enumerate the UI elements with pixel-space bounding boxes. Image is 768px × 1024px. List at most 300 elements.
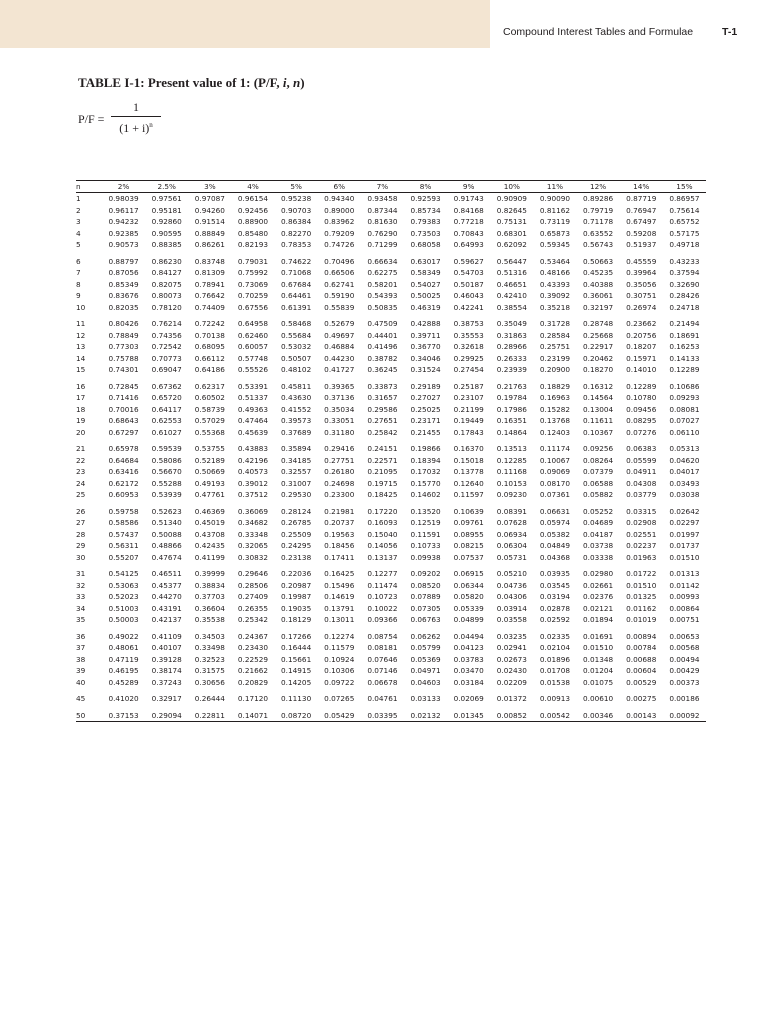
value-cell: 0.44270 (151, 592, 182, 602)
column-header-rate: 14% (620, 181, 663, 193)
value-cell: 0.03194 (539, 592, 571, 602)
value-cell: 0.53032 (281, 342, 312, 352)
value-cell: 0.80426 (108, 319, 139, 329)
value-cell: 0.78353 (281, 240, 312, 250)
column-header-rate: 12% (577, 181, 620, 193)
table-row (76, 654, 706, 666)
value-cell: 0.59627 (453, 256, 484, 266)
value-cell: 0.09761 (453, 518, 484, 528)
value-cell: 0.14071 (231, 705, 274, 722)
value-cell: 0.13791 (324, 603, 355, 613)
value-cell: 0.37689 (281, 427, 312, 437)
value-cell: 0.13520 (410, 506, 441, 516)
value-cell: 0.12519 (410, 518, 441, 528)
value-cell: 0.58586 (108, 518, 139, 528)
value-cell: 0.30751 (626, 291, 657, 301)
value-cell: 0.66506 (324, 268, 355, 278)
value-cell: 0.45289 (108, 677, 139, 687)
value-cell: 0.69047 (151, 365, 182, 375)
value-cell: 0.07146 (367, 666, 398, 676)
value-cell: 0.00688 (626, 654, 657, 664)
value-cell: 0.15770 (410, 478, 441, 488)
value-cell: 0.11591 (410, 529, 441, 539)
value-cell: 0.62317 (194, 381, 225, 391)
value-cell: 0.17220 (367, 506, 398, 516)
value-cell: 0.04899 (453, 615, 484, 625)
value-cell: 0.25509 (281, 529, 312, 539)
value-cell: 0.08264 (583, 455, 614, 465)
value-cell: 0.42410 (496, 291, 527, 301)
period-cell: 38 (76, 654, 86, 664)
period-cell: 13 (76, 342, 86, 352)
value-cell: 0.91514 (194, 217, 225, 227)
value-cell: 0.14564 (583, 393, 614, 403)
value-cell: 0.64993 (453, 240, 484, 250)
value-cell: 0.05974 (539, 518, 571, 528)
value-cell: 0.15496 (324, 580, 355, 590)
value-cell: 0.96117 (108, 205, 139, 215)
table-row (76, 279, 706, 291)
value-cell: 0.26180 (324, 467, 355, 477)
value-cell: 0.07276 (626, 427, 657, 437)
value-cell: 0.31007 (281, 478, 312, 488)
value-cell: 0.83676 (108, 291, 139, 301)
value-cell: 0.32065 (237, 541, 269, 551)
value-cell: 0.42435 (194, 541, 225, 551)
value-cell: 0.58201 (367, 279, 398, 289)
value-cell: 0.85480 (237, 228, 269, 238)
value-cell: 0.37512 (237, 490, 269, 500)
value-cell: 0.47119 (108, 654, 139, 664)
value-cell: 0.39128 (151, 654, 182, 664)
value-cell: 0.10022 (367, 603, 398, 613)
period-cell: 14 (76, 353, 86, 363)
value-cell: 0.00529 (626, 677, 657, 687)
value-cell: 0.02376 (583, 592, 614, 602)
value-cell: 0.19784 (496, 393, 527, 403)
value-cell: 0.03779 (626, 490, 657, 500)
value-cell: 0.35553 (453, 330, 484, 340)
value-cell: 0.45639 (237, 427, 269, 437)
value-cell: 0.13513 (496, 444, 527, 454)
value-cell: 0.68095 (194, 342, 225, 352)
value-cell: 0.12289 (669, 365, 700, 375)
value-cell: 0.90703 (281, 205, 312, 215)
value-cell: 0.51937 (626, 240, 657, 250)
value-cell: 0.26974 (626, 302, 657, 312)
value-cell: 0.49697 (324, 330, 355, 340)
value-cell: 0.08170 (539, 478, 571, 488)
value-cell: 0.21981 (324, 506, 355, 516)
value-cell: 0.20829 (237, 677, 269, 687)
value-cell: 0.08181 (367, 643, 398, 653)
value-cell: 0.39711 (410, 330, 441, 340)
value-cell: 0.10686 (669, 381, 700, 391)
value-cell: 0.16963 (539, 393, 571, 403)
value-cell: 0.10723 (367, 592, 398, 602)
value-cell: 0.63416 (108, 467, 139, 477)
value-cell: 0.88385 (151, 240, 182, 250)
value-cell: 0.91743 (453, 194, 484, 204)
value-cell: 0.67497 (626, 217, 657, 227)
value-cell: 0.37703 (194, 592, 225, 602)
value-cell: 0.94340 (324, 194, 355, 204)
value-cell: 0.20987 (281, 580, 312, 590)
value-cell: 0.05382 (539, 529, 571, 539)
value-cell: 0.11174 (539, 444, 571, 454)
value-cell: 0.00429 (669, 666, 700, 676)
value-cell: 0.09202 (410, 569, 441, 579)
value-cell: 0.87056 (108, 268, 139, 278)
period-cell: 45 (76, 694, 86, 704)
period-cell: 2 (76, 205, 81, 215)
table-row (76, 626, 706, 643)
value-cell: 0.42196 (237, 455, 269, 465)
value-cell: 0.32618 (453, 342, 484, 352)
value-cell: 0.04736 (496, 580, 527, 590)
value-cell: 0.67362 (151, 381, 182, 391)
value-cell: 0.26444 (194, 694, 225, 704)
value-cell: 0.27751 (324, 455, 355, 465)
table-row (76, 529, 706, 541)
value-cell: 0.05599 (626, 455, 657, 465)
denominator-base: (1 + i) (119, 121, 150, 135)
value-cell: 0.29094 (145, 705, 188, 722)
value-cell: 0.67684 (281, 279, 312, 289)
period-cell: 25 (76, 490, 86, 500)
value-cell: 0.38834 (194, 580, 225, 590)
value-cell: 0.42137 (151, 615, 182, 625)
value-cell: 0.11597 (453, 490, 484, 500)
value-cell: 0.02132 (404, 705, 447, 722)
value-cell: 0.00092 (663, 705, 706, 722)
value-cell: 0.61391 (281, 302, 312, 312)
column-header-rate: 4% (231, 181, 274, 193)
value-cell: 0.05731 (496, 552, 527, 562)
table-row (76, 552, 706, 564)
column-header-n: n (76, 181, 102, 193)
value-cell: 0.02430 (496, 666, 527, 676)
period-cell: 35 (76, 615, 86, 625)
value-cell: 0.71068 (281, 268, 312, 278)
value-cell: 0.36061 (583, 291, 614, 301)
period-cell: 11 (76, 319, 86, 329)
value-cell: 0.00653 (669, 631, 700, 641)
value-cell: 0.00784 (626, 643, 657, 653)
value-cell: 0.07265 (324, 694, 355, 704)
value-cell: 0.59345 (539, 240, 571, 250)
period-cell: 1 (76, 194, 81, 204)
value-cell: 0.55288 (151, 478, 182, 488)
value-cell: 0.42888 (410, 319, 441, 329)
value-cell: 0.61027 (151, 427, 182, 437)
value-cell: 0.48102 (281, 365, 312, 375)
value-cell: 0.12640 (453, 478, 484, 488)
value-cell: 0.15282 (539, 404, 571, 414)
value-cell: 0.03338 (583, 552, 614, 562)
value-cell: 0.23939 (496, 365, 527, 375)
value-cell: 0.50088 (151, 529, 182, 539)
value-cell: 0.64461 (281, 291, 312, 301)
value-cell: 0.50187 (453, 279, 484, 289)
value-cell: 0.17411 (324, 552, 355, 562)
value-cell: 0.46195 (108, 666, 139, 676)
table-row (76, 563, 706, 580)
value-cell: 0.05369 (410, 654, 441, 664)
value-cell: 0.92456 (237, 205, 269, 215)
value-cell: 0.03038 (669, 490, 700, 500)
value-cell: 0.09366 (367, 615, 398, 625)
value-cell: 0.36604 (194, 603, 225, 613)
value-cell: 0.00993 (669, 592, 700, 602)
running-header-title: Compound Interest Tables and Formulae (503, 26, 694, 38)
value-cell: 0.79031 (237, 256, 269, 266)
value-cell: 0.52679 (324, 319, 355, 329)
value-cell: 0.34682 (237, 518, 269, 528)
value-cell: 0.74622 (281, 256, 312, 266)
value-cell: 0.21662 (237, 666, 269, 676)
period-cell: 50 (76, 705, 102, 722)
value-cell: 0.71416 (108, 393, 139, 403)
period-cell: 29 (76, 541, 86, 551)
value-cell: 0.77303 (108, 342, 139, 352)
value-cell: 0.01325 (626, 592, 657, 602)
value-cell: 0.06383 (626, 444, 657, 454)
value-cell: 0.51316 (496, 268, 527, 278)
value-cell: 0.83962 (324, 217, 355, 227)
value-cell: 0.01691 (583, 631, 614, 641)
value-cell: 0.06763 (410, 615, 441, 625)
value-cell: 0.90595 (151, 228, 182, 238)
value-cell: 0.86957 (669, 194, 700, 204)
table-row (76, 580, 706, 592)
value-cell: 0.20737 (324, 518, 355, 528)
value-cell: 0.53939 (151, 490, 182, 500)
value-cell: 0.17266 (281, 631, 312, 641)
value-cell: 0.32523 (194, 654, 225, 664)
value-cell: 0.97087 (194, 194, 225, 204)
value-cell: 0.43233 (669, 256, 700, 266)
value-cell: 0.50835 (367, 302, 398, 312)
value-cell: 0.32917 (151, 694, 182, 704)
value-cell: 0.70843 (453, 228, 484, 238)
period-cell: 15 (76, 365, 86, 375)
value-cell: 0.59190 (324, 291, 355, 301)
value-cell: 0.94260 (194, 205, 225, 215)
value-cell: 0.26333 (496, 353, 527, 363)
value-cell: 0.10780 (626, 393, 657, 403)
value-cell: 0.94232 (108, 217, 139, 227)
value-cell: 0.16351 (496, 416, 527, 426)
value-cell: 0.25187 (453, 381, 484, 391)
value-cell: 0.44230 (324, 353, 355, 363)
value-cell: 0.27454 (453, 365, 484, 375)
table-row (76, 415, 706, 427)
value-cell: 0.78941 (194, 279, 225, 289)
value-cell: 0.62460 (237, 330, 269, 340)
value-cell: 0.38782 (367, 353, 398, 363)
value-cell: 0.04368 (539, 552, 571, 562)
value-cell: 0.65720 (151, 393, 182, 403)
value-cell: 0.16425 (324, 569, 355, 579)
value-cell: 0.82193 (237, 240, 269, 250)
column-header-rate: 10% (490, 181, 533, 193)
table-row (76, 517, 706, 529)
value-cell: 0.53391 (237, 381, 269, 391)
table-row (76, 404, 706, 416)
period-cell: 34 (76, 603, 86, 613)
value-cell: 0.47761 (194, 490, 225, 500)
value-cell: 0.19987 (281, 592, 312, 602)
value-cell: 0.08215 (453, 541, 484, 551)
value-cell: 0.01075 (583, 677, 614, 687)
value-cell: 0.02908 (626, 518, 657, 528)
value-cell: 0.43393 (539, 279, 571, 289)
value-cell: 0.04603 (410, 677, 441, 687)
value-cell: 0.10733 (410, 541, 441, 551)
value-cell: 0.63017 (410, 256, 441, 266)
period-cell: 8 (76, 279, 81, 289)
value-cell: 0.16253 (669, 342, 700, 352)
page-number: T-1 (722, 26, 738, 38)
value-cell: 0.30656 (194, 677, 225, 687)
value-cell: 0.87719 (626, 194, 657, 204)
period-cell: 40 (76, 677, 86, 687)
value-cell: 0.89000 (324, 205, 355, 215)
value-cell: 0.45019 (194, 518, 225, 528)
value-cell: 0.11168 (496, 467, 527, 477)
value-cell: 0.13768 (539, 416, 571, 426)
value-cell: 0.65978 (108, 444, 139, 454)
value-cell: 0.66112 (194, 353, 225, 363)
value-cell: 0.60502 (194, 393, 225, 403)
value-cell: 0.46319 (410, 302, 441, 312)
value-cell: 0.32690 (669, 279, 700, 289)
value-cell: 0.05252 (583, 506, 614, 516)
value-cell: 0.36245 (367, 365, 398, 375)
value-cell: 0.04620 (669, 455, 700, 465)
value-cell: 0.20756 (626, 330, 657, 340)
value-cell: 0.11130 (281, 694, 312, 704)
value-cell: 0.51003 (108, 603, 139, 613)
value-cell: 0.62741 (324, 279, 355, 289)
value-cell: 0.82270 (281, 228, 312, 238)
value-cell: 0.18129 (281, 615, 312, 625)
value-cell: 0.03935 (539, 569, 571, 579)
value-cell: 0.03738 (583, 541, 614, 551)
value-cell: 0.05799 (410, 643, 441, 653)
table-row (76, 193, 706, 205)
value-cell: 0.07305 (410, 603, 441, 613)
value-cell: 0.00604 (626, 666, 657, 676)
value-cell: 0.32557 (281, 467, 312, 477)
value-cell: 0.06678 (367, 677, 398, 687)
value-cell: 0.28506 (237, 580, 269, 590)
value-cell: 0.73119 (539, 217, 571, 227)
value-cell: 0.82075 (151, 279, 182, 289)
value-cell: 0.01722 (626, 569, 657, 579)
value-cell: 0.70259 (237, 291, 269, 301)
value-cell: 0.00864 (669, 603, 700, 613)
period-cell: 30 (76, 552, 86, 562)
value-cell: 0.31728 (539, 319, 571, 329)
value-cell: 0.05820 (453, 592, 484, 602)
value-cell: 0.36770 (410, 342, 441, 352)
value-cell: 0.58739 (194, 404, 225, 414)
value-cell: 0.39999 (194, 569, 225, 579)
table-row (76, 489, 706, 501)
value-cell: 0.83748 (194, 256, 225, 266)
value-cell: 0.72845 (108, 381, 139, 391)
value-cell: 0.57175 (669, 228, 700, 238)
value-cell: 0.34046 (410, 353, 441, 363)
value-cell: 0.45811 (281, 381, 312, 391)
value-cell: 0.66634 (367, 256, 398, 266)
value-cell: 0.90573 (108, 240, 139, 250)
value-cell: 0.49718 (669, 240, 700, 250)
value-cell: 0.68058 (410, 240, 441, 250)
value-cell: 0.85734 (410, 205, 441, 215)
value-cell: 0.04187 (583, 529, 614, 539)
value-cell: 0.00186 (669, 694, 700, 704)
value-cell: 0.39964 (626, 268, 657, 278)
value-cell: 0.15040 (367, 529, 398, 539)
value-cell: 0.03914 (496, 603, 527, 613)
value-cell: 0.95181 (151, 205, 182, 215)
value-cell: 0.43191 (151, 603, 182, 613)
value-cell: 0.20462 (583, 353, 614, 363)
value-cell: 0.03395 (361, 705, 404, 722)
value-cell: 0.08391 (496, 506, 527, 516)
value-cell: 0.72242 (194, 319, 225, 329)
value-cell: 0.06344 (453, 580, 484, 590)
value-cell: 0.86384 (281, 217, 312, 227)
column-header-rate: 9% (447, 181, 490, 193)
value-cell: 0.02980 (583, 569, 614, 579)
value-cell: 0.54027 (410, 279, 441, 289)
value-cell: 0.32197 (583, 302, 614, 312)
value-cell: 0.07361 (539, 490, 571, 500)
value-cell: 0.10639 (453, 506, 484, 516)
value-cell: 0.56311 (108, 541, 139, 551)
value-cell: 0.86230 (151, 256, 182, 266)
table-row (76, 353, 706, 365)
value-cell: 0.38753 (453, 319, 484, 329)
value-cell: 0.88900 (237, 217, 269, 227)
value-cell: 0.39573 (281, 416, 312, 426)
value-cell: 0.70138 (194, 330, 225, 340)
value-cell: 0.43630 (281, 393, 312, 403)
value-cell: 0.78120 (151, 302, 182, 312)
value-cell: 0.07027 (669, 416, 700, 426)
value-cell: 0.41552 (281, 404, 312, 414)
period-cell: 21 (76, 444, 86, 454)
value-cell: 0.02551 (626, 529, 657, 539)
value-cell: 0.12285 (496, 455, 527, 465)
value-cell: 0.71299 (367, 240, 398, 250)
value-cell: 0.00568 (669, 643, 700, 653)
table-row (76, 642, 706, 654)
value-cell: 0.16093 (367, 518, 398, 528)
value-cell: 0.75131 (496, 217, 527, 227)
value-cell: 0.04306 (496, 592, 527, 602)
value-cell: 0.31180 (324, 427, 355, 437)
value-cell: 0.05882 (583, 490, 614, 500)
value-cell: 0.13137 (367, 552, 398, 562)
value-cell: 0.76290 (367, 228, 398, 238)
value-cell: 0.70016 (108, 404, 139, 414)
value-cell: 0.02673 (496, 654, 527, 664)
